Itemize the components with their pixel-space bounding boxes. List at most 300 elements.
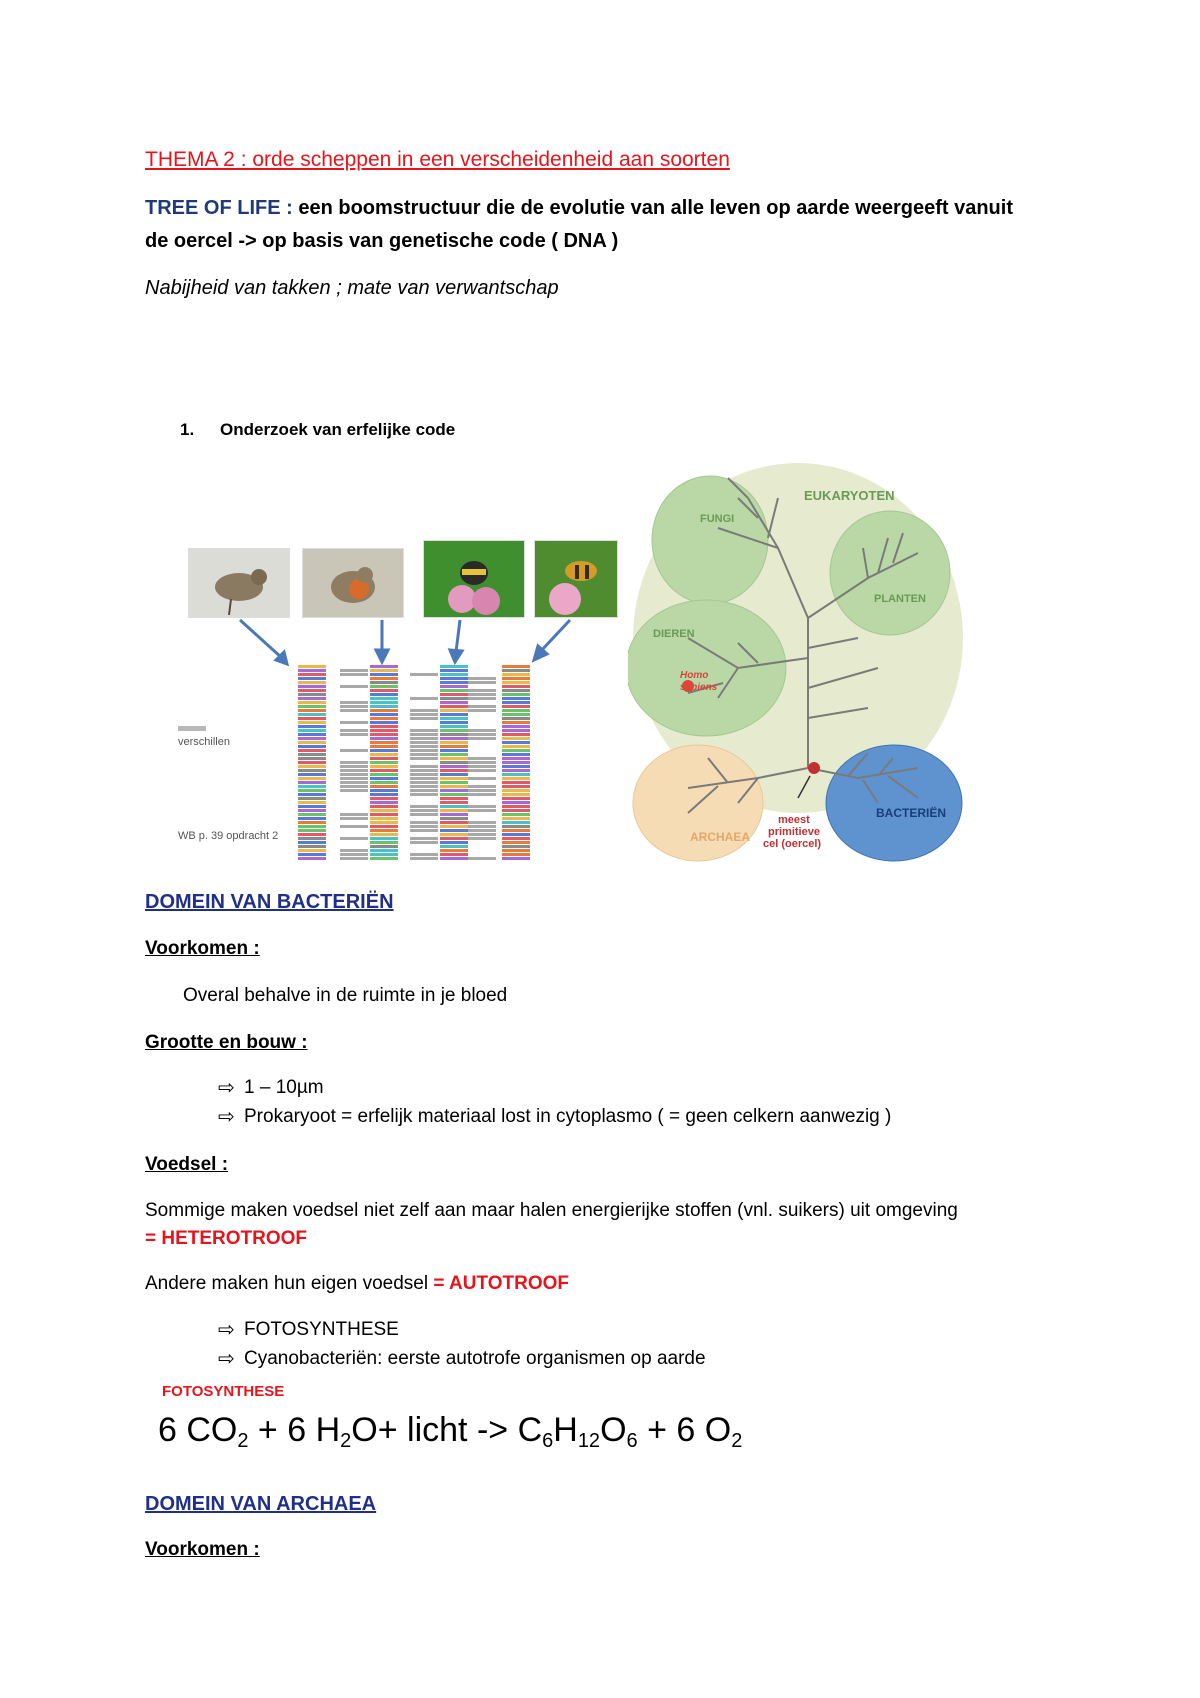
arrow-icon: ⇨ (218, 1319, 235, 1341)
dna-band (468, 729, 496, 732)
formula-part: O (600, 1411, 627, 1449)
dna-band (410, 829, 438, 832)
dna-band (370, 777, 398, 780)
dna-band (440, 801, 468, 804)
dna-band (298, 801, 326, 804)
dna-band (502, 773, 530, 776)
voedsel-text: Sommige maken voedsel niet zelf aan maar halen energierijke stoffen (vnl. suikers) uit omgeving (145, 1200, 958, 1221)
fotosynthese-label: FOTOSYNTHESE (162, 1383, 285, 1400)
dna-band (502, 777, 530, 780)
dna-band (440, 737, 468, 740)
formula-subscript: 2 (237, 1430, 249, 1452)
voedsel-item-text: FOTOSYNTHESE (244, 1319, 399, 1340)
dna-band (340, 777, 368, 780)
page-title: THEMA 2 : orde scheppen in een verscheidenheid aan soorten (145, 148, 730, 171)
dna-band (440, 677, 468, 680)
dna-band (410, 745, 438, 748)
dna-band (440, 841, 468, 844)
dna-band (440, 681, 468, 684)
dna-band (298, 749, 326, 752)
dna-band (340, 769, 368, 772)
dna-band (440, 781, 468, 784)
dna-band (468, 733, 496, 736)
dna-band (502, 833, 530, 836)
archaea-label: ARCHAEA (690, 830, 750, 844)
andere-text: Andere maken hun eigen voedsel (145, 1273, 434, 1294)
dna-band (502, 789, 530, 792)
grootte-item-2 (218, 1105, 891, 1129)
dna-band (370, 685, 398, 688)
voedsel-item-2 (218, 1347, 706, 1371)
dna-band (410, 837, 438, 840)
formula-part: 6 CO (158, 1411, 238, 1449)
dna-band (370, 677, 398, 680)
homo-label: Homo (680, 670, 709, 681)
dna-band (502, 761, 530, 764)
dna-band (298, 821, 326, 824)
dna-band (502, 809, 530, 812)
dna-band (298, 705, 326, 708)
dna-band (502, 713, 530, 716)
dna-band (370, 853, 398, 856)
dna-band (370, 837, 398, 840)
dna-band (298, 829, 326, 832)
dna-band (340, 817, 368, 820)
dna-band (298, 681, 326, 684)
dna-band (410, 805, 438, 808)
dna-band (502, 681, 530, 684)
dna-band (298, 725, 326, 728)
dna-band (410, 773, 438, 776)
dna-band (370, 757, 398, 760)
dna-band (440, 733, 468, 736)
tree-of-life-figure (628, 458, 968, 863)
dna-band (440, 825, 468, 828)
dna-band (410, 821, 438, 824)
primitieve-label: primitieve (768, 826, 820, 838)
dna-band (440, 673, 468, 676)
autotroof-label: = AUTOTROOF (433, 1273, 570, 1294)
dna-band (502, 733, 530, 736)
dna-band (502, 765, 530, 768)
dna-band (440, 729, 468, 732)
dna-band (502, 689, 530, 692)
dna-band (370, 801, 398, 804)
dna-band (410, 857, 438, 860)
dna-band (468, 709, 496, 712)
dna-band (468, 689, 496, 692)
dna-band (370, 669, 398, 672)
dna-band (440, 741, 468, 744)
dna-band (502, 729, 530, 732)
dna-band (502, 669, 530, 672)
dna-band (502, 857, 530, 860)
formula-subscript: 6 (626, 1430, 638, 1452)
dna-band (298, 773, 326, 776)
dna-band (502, 757, 530, 760)
planten-circle (830, 511, 950, 635)
dna-band (370, 761, 398, 764)
dna-band (440, 773, 468, 776)
dna-band (298, 785, 326, 788)
dna-band (502, 697, 530, 700)
dna-band (468, 805, 496, 808)
dna-band (468, 737, 496, 740)
dna-band (370, 741, 398, 744)
dna-band (340, 825, 368, 828)
dna-band (502, 721, 530, 724)
dna-band (370, 793, 398, 796)
dna-band (298, 841, 326, 844)
dna-band (502, 825, 530, 828)
dna-band (370, 701, 398, 704)
dna-band (502, 813, 530, 816)
dna-band (340, 673, 368, 676)
dna-band (502, 725, 530, 728)
heterotroof-label: = HETEROTROOF (145, 1228, 308, 1249)
dna-band (340, 761, 368, 764)
dna-band (298, 745, 326, 748)
dna-band (502, 793, 530, 796)
dna-band (440, 693, 468, 696)
dna-band (370, 769, 398, 772)
dna-band (298, 849, 326, 852)
dna-band (468, 757, 496, 760)
dna-band (440, 705, 468, 708)
dna-band (440, 697, 468, 700)
dna-band (370, 817, 398, 820)
dna-band (370, 737, 398, 740)
dna-band (502, 837, 530, 840)
archaea-voorkomen-label: Voorkomen : (145, 1539, 260, 1560)
dna-band (340, 837, 368, 840)
dna-band (440, 817, 468, 820)
formula-subscript: 2 (731, 1430, 743, 1452)
dna-band (298, 665, 326, 668)
dna-band (298, 741, 326, 744)
dna-band (502, 797, 530, 800)
dna-band (410, 757, 438, 760)
dna-band (298, 805, 326, 808)
oercel-dot (808, 762, 820, 774)
sapiens-label: sapiens (680, 682, 718, 693)
dna-band (502, 841, 530, 844)
dna-band (370, 681, 398, 684)
dna-band (440, 845, 468, 848)
arrow-icon: ⇨ (218, 1348, 235, 1370)
dna-band (298, 717, 326, 720)
dna-band (440, 849, 468, 852)
dna-band (440, 821, 468, 824)
dna-band (410, 737, 438, 740)
dna-band (468, 833, 496, 836)
dna-source-label: WB p. 39 opdracht 2 (178, 830, 279, 842)
dna-band (502, 781, 530, 784)
dna-band (370, 673, 398, 676)
voedsel-label: Voedsel : (145, 1154, 229, 1175)
dna-band (370, 845, 398, 848)
dna-band (410, 789, 438, 792)
dna-band (440, 717, 468, 720)
dna-band (410, 765, 438, 768)
dna-band (468, 789, 496, 792)
dna-band (370, 729, 398, 732)
dna-band (370, 709, 398, 712)
grootte-item-text: 1 – 10µm (244, 1077, 324, 1098)
dna-band (468, 857, 496, 860)
dna-band (502, 769, 530, 772)
dna-band (502, 853, 530, 856)
dna-band (440, 785, 468, 788)
dna-comparison-figure (170, 540, 560, 870)
dna-band (298, 677, 326, 680)
dna-arrows-and-strips (170, 540, 616, 870)
dna-band (502, 817, 530, 820)
dna-band (298, 857, 326, 860)
dna-band (502, 749, 530, 752)
dna-band (340, 853, 368, 856)
bacterien-voorkomen-text: Overal behalve in de ruimte in je bloed (183, 985, 508, 1006)
dna-band (410, 741, 438, 744)
dna-band (468, 821, 496, 824)
dna-band (298, 813, 326, 816)
dna-band (502, 693, 530, 696)
dna-band (298, 669, 326, 672)
voedsel-item-1 (218, 1318, 399, 1342)
dna-band (370, 713, 398, 716)
dna-band (410, 809, 438, 812)
dna-band (468, 681, 496, 684)
dna-band (502, 821, 530, 824)
archaea-heading: DOMEIN VAN ARCHAEA (145, 1493, 377, 1515)
fotosynthese-formula (158, 1410, 742, 1461)
oercel-label: cel (oercel) (763, 838, 822, 850)
andere-line (145, 1272, 569, 1296)
dna-band (370, 693, 398, 696)
dna-band (440, 797, 468, 800)
dna-band (298, 685, 326, 688)
dna-band (440, 713, 468, 716)
meest-label: meest (778, 814, 810, 826)
dna-band (370, 805, 398, 808)
dna-band (298, 693, 326, 696)
dna-band (340, 669, 368, 672)
dna-band (298, 709, 326, 712)
dna-band (370, 781, 398, 784)
dna-band (410, 733, 438, 736)
dna-band (410, 709, 438, 712)
dna-band (502, 677, 530, 680)
dna-band (440, 701, 468, 704)
dna-band (410, 793, 438, 796)
dna-band (370, 733, 398, 736)
dna-band (298, 789, 326, 792)
dna-band (340, 701, 368, 704)
dna-band (298, 825, 326, 828)
grootte-item-text: Prokaryoot = erfelijk materiaal lost in cytoplasmo ( = geen celkern aanwezig ) (244, 1106, 892, 1127)
dna-band (340, 685, 368, 688)
dna-band (340, 789, 368, 792)
section-number: 1. (180, 420, 195, 439)
dna-band (502, 665, 530, 668)
dna-band (340, 733, 368, 736)
dna-band (440, 669, 468, 672)
dna-band (502, 741, 530, 744)
dna-band (440, 769, 468, 772)
dna-band (410, 781, 438, 784)
bacterien-label: BACTERIËN (876, 806, 947, 820)
dna-band (468, 825, 496, 828)
dieren-circle (628, 600, 786, 736)
grootte-item-1 (218, 1076, 324, 1100)
dna-band (468, 693, 496, 696)
dna-band (370, 797, 398, 800)
dna-band (298, 753, 326, 756)
dna-band (502, 801, 530, 804)
formula-part: O+ licht -> C (351, 1411, 543, 1449)
dna-band (370, 773, 398, 776)
dna-band (298, 837, 326, 840)
dna-band (410, 673, 438, 676)
dna-band (370, 821, 398, 824)
dna-band (370, 665, 398, 668)
formula-part: H (553, 1411, 578, 1449)
dna-band (298, 733, 326, 736)
dna-band (468, 785, 496, 788)
dna-band (410, 713, 438, 716)
dna-band (340, 721, 368, 724)
dna-band (340, 765, 368, 768)
dna-band (370, 829, 398, 832)
dna-band (410, 813, 438, 816)
dna-band (410, 749, 438, 752)
dna-band (340, 785, 368, 788)
dna-band (440, 709, 468, 712)
formula-part: + 6 O (637, 1411, 732, 1449)
dna-band (502, 805, 530, 808)
dna-band (370, 745, 398, 748)
dna-band (298, 777, 326, 780)
tree-of-life-diagram (628, 458, 968, 863)
dna-band (440, 829, 468, 832)
dna-band (410, 777, 438, 780)
dna-band (340, 773, 368, 776)
fungi-label: FUNGI (700, 513, 735, 525)
dna-band (298, 833, 326, 836)
dna-band (298, 701, 326, 704)
dna-band (502, 845, 530, 848)
dna-band (440, 857, 468, 860)
formula-part: + 6 H (248, 1411, 341, 1449)
dna-band (298, 761, 326, 764)
bacterien-voorkomen-label: Voorkomen : (145, 938, 260, 959)
dna-band (298, 793, 326, 796)
nabijheid-text: Nabijheid van takken ; mate van verwantschap (145, 277, 559, 299)
eukaryoten-label: EUKARYOTEN (804, 488, 895, 503)
dna-band (440, 789, 468, 792)
dna-band (370, 689, 398, 692)
formula-subscript: 12 (577, 1430, 601, 1452)
dna-band (370, 833, 398, 836)
dieren-label: DIEREN (653, 628, 695, 640)
dna-band (468, 793, 496, 796)
dna-band (298, 713, 326, 716)
dna-band (468, 697, 496, 700)
dna-band (440, 721, 468, 724)
dna-band (298, 721, 326, 724)
dna-band (298, 697, 326, 700)
voedsel-item-text: Cyanobacteriën: eerste autotrofe organismen op aarde (244, 1348, 706, 1369)
dna-band (298, 737, 326, 740)
dna-band (370, 809, 398, 812)
dna-band (502, 685, 530, 688)
dna-band (502, 673, 530, 676)
dna-band (410, 785, 438, 788)
tree-of-life-label: TREE OF LIFE : (145, 197, 293, 219)
dna-band (502, 785, 530, 788)
dna-band (440, 761, 468, 764)
dna-band (502, 705, 530, 708)
dna-band (298, 797, 326, 800)
dna-band (298, 765, 326, 768)
dna-band (502, 737, 530, 740)
dna-band (440, 765, 468, 768)
dna-band (340, 729, 368, 732)
dna-band (340, 849, 368, 852)
dna-band (468, 705, 496, 708)
dna-band (298, 817, 326, 820)
dna-band (468, 777, 496, 780)
dna-band (410, 841, 438, 844)
section-heading: Onderzoek van erfelijke code (220, 420, 456, 439)
dna-band (440, 805, 468, 808)
dna-band (370, 849, 398, 852)
dna-band (370, 825, 398, 828)
dna-band (440, 725, 468, 728)
dna-band (370, 813, 398, 816)
dna-band (370, 753, 398, 756)
dna-band (298, 853, 326, 856)
dna-band (370, 857, 398, 860)
dna-band (298, 845, 326, 848)
dna-band (370, 697, 398, 700)
dna-band (468, 677, 496, 680)
dna-band (370, 765, 398, 768)
tree-of-life-line2: de oercel -> op basis van genetische code ( DNA ) (145, 230, 619, 252)
dna-band (298, 809, 326, 812)
dna-band (298, 757, 326, 760)
dna-band (440, 745, 468, 748)
arrow-icon: ⇨ (218, 1106, 235, 1128)
dna-band (370, 721, 398, 724)
dna-band (502, 849, 530, 852)
dna-band (340, 813, 368, 816)
dna-band (370, 705, 398, 708)
dna-band (298, 781, 326, 784)
dna-band (440, 749, 468, 752)
bacterien-circle (826, 745, 962, 861)
dna-band (298, 729, 326, 732)
dna-band (468, 769, 496, 772)
dna-band (468, 761, 496, 764)
dna-band (410, 769, 438, 772)
dna-band (468, 809, 496, 812)
dna-band (370, 725, 398, 728)
dna-band (440, 753, 468, 756)
dna-legend-label: verschillen (178, 736, 230, 748)
dna-band (440, 689, 468, 692)
dna-band (440, 813, 468, 816)
